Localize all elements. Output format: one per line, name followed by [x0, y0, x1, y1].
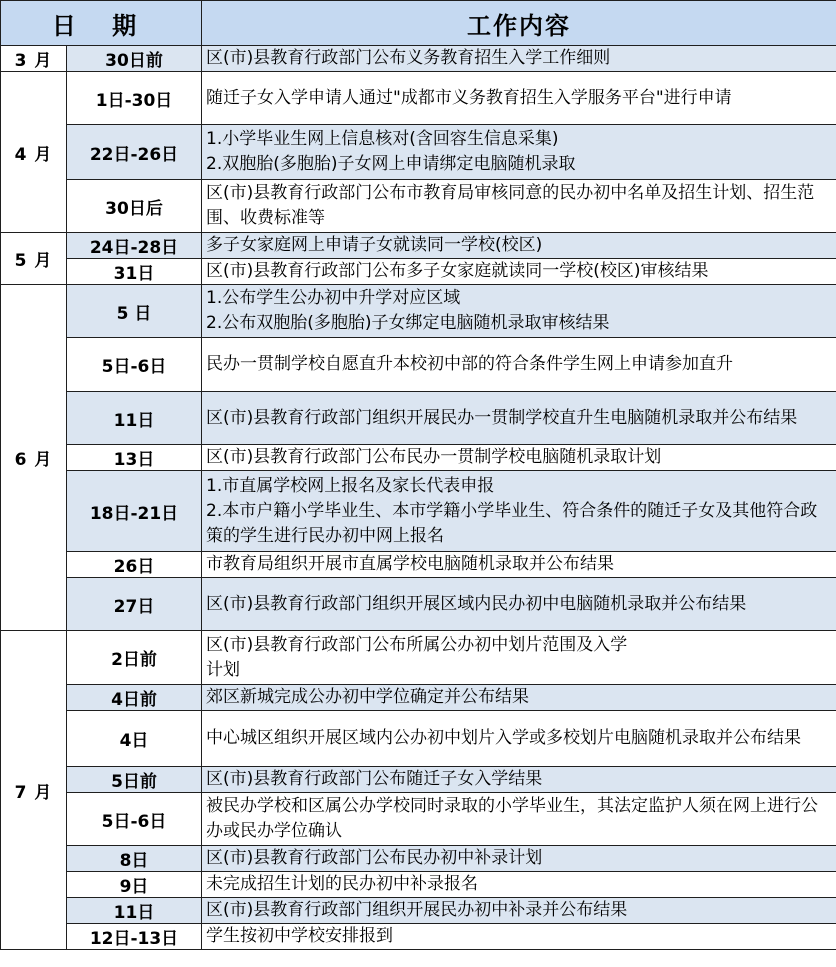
content-line: 1.小学毕业生网上信息核对(含回容生信息采集) — [206, 129, 559, 149]
day-cell: 11日 — [67, 898, 202, 924]
table-row — [1, 125, 836, 180]
content-line: 区(市)县教育行政部门公布所属公办初中划片范围及入学 — [206, 634, 628, 655]
content-cell — [202, 125, 836, 180]
table-row — [1, 685, 836, 711]
day-cell: 11日 — [67, 392, 202, 445]
content-column-header: 工作内容 — [202, 1, 836, 46]
date-column-header: 日 期 — [1, 1, 202, 46]
day-cell: 9日 — [67, 872, 202, 898]
day-cell: 12日-13日 — [67, 924, 202, 950]
content-cell: 区(市)县教育行政部门组织开展民办初中补录并公布结果 — [202, 898, 836, 924]
table-row — [1, 392, 836, 445]
table-row — [1, 233, 836, 259]
content-line: 2.公布双胞胎(多胞胎)子女绑定电脑随机录取审核结果 — [206, 313, 610, 333]
table-row — [1, 711, 836, 767]
content-cell: 区(市)县教育行政部门公布市教育局审核同意的民办初中名单及招生计划、招生范围、收费标准等 — [202, 180, 836, 233]
table-row — [1, 552, 836, 578]
month-label: 5 月 — [1, 233, 67, 285]
table-row — [1, 285, 836, 338]
day-cell: 4日前 — [67, 685, 202, 711]
content-line: 2.本市户籍小学毕业生、本市学籍小学毕业生、符合条件的随迁子女及其他符合政策的学生进行民办初中网上报名 — [206, 500, 818, 546]
content-cell: 多子女家庭网上申请子女就读同一学校(校区) — [202, 233, 836, 259]
day-cell: 27日 — [67, 578, 202, 631]
table-row — [1, 338, 836, 392]
table-row — [1, 72, 836, 125]
content-cell: 随迁子女入学申请人通过"成都市义务教育招生入学服务平台"进行申请 — [202, 72, 836, 125]
table-row — [1, 872, 836, 898]
day-cell: 30日后 — [67, 180, 202, 233]
day-cell: 22日-26日 — [67, 125, 202, 180]
content-cell: 学生按初中学校安排报到 — [202, 924, 836, 950]
content-line: 2.双胞胎(多胞胎)子女网上申请绑定电脑随机录取 — [206, 154, 576, 174]
content-cell: 区(市)县教育行政部门组织开展民办一贯制学校直升生电脑随机录取并公布结果 — [202, 392, 836, 445]
table-row — [1, 259, 836, 285]
content-cell: 区(市)县教育行政部门公布随迁子女入学结果 — [202, 767, 836, 793]
content-cell: 区(市)县教育行政部门公布义务教育招生入学工作细则 — [202, 46, 836, 72]
content-cell: 郊区新城完成公办初中学位确定并公布结果 — [202, 685, 836, 711]
content-line: 1.公布学生公办初中升学对应区域 — [206, 288, 461, 308]
day-cell: 5日前 — [67, 767, 202, 793]
day-cell: 18日-21日 — [67, 471, 202, 552]
table-row — [1, 471, 836, 552]
table-row — [1, 445, 836, 471]
table-row — [1, 578, 836, 631]
content-cell: 区(市)县教育行政部门公布多子女家庭就读同一学校(校区)审核结果 — [202, 259, 836, 285]
content-cell: 市教育局组织开展市直属学校电脑随机录取并公布结果 — [202, 552, 836, 578]
table-row — [1, 793, 836, 846]
content-cell — [202, 285, 836, 338]
month-label: 4 月 — [1, 72, 67, 233]
content-cell: 被民办学校和区属公办学校同时录取的小学毕业生，其法定监护人须在网上进行公办或民办学位确认 — [202, 793, 836, 846]
content-line: 1.市直属学校网上报名及家长代表申报 — [206, 475, 495, 496]
day-cell: 4日 — [67, 711, 202, 767]
day-cell: 5日-6日 — [67, 338, 202, 392]
content-cell — [202, 471, 836, 552]
table-row — [1, 631, 836, 685]
table-row — [1, 767, 836, 793]
day-cell: 8日 — [67, 846, 202, 872]
month-label: 6 月 — [1, 285, 67, 631]
table-header — [1, 1, 836, 46]
day-cell: 30日前 — [67, 46, 202, 72]
content-cell — [202, 631, 836, 685]
day-cell: 5日-6日 — [67, 793, 202, 846]
table-row — [1, 846, 836, 872]
content-cell: 中心城区组织开展区域内公办初中划片入学或多校划片电脑随机录取并公布结果 — [202, 711, 836, 767]
content-cell: 民办一贯制学校自愿直升本校初中部的符合条件学生网上申请参加直升 — [202, 338, 836, 392]
day-cell: 13日 — [67, 445, 202, 471]
day-cell: 5 日 — [67, 285, 202, 338]
content-cell: 区(市)县教育行政部门组织开展区域内民办初中电脑随机录取并公布结果 — [202, 578, 836, 631]
day-cell: 31日 — [67, 259, 202, 285]
day-cell: 1日-30日 — [67, 72, 202, 125]
month-label: 3 月 — [1, 46, 67, 72]
content-cell: 未完成招生计划的民办初中补录报名 — [202, 872, 836, 898]
day-cell: 26日 — [67, 552, 202, 578]
month-label: 7 月 — [1, 631, 67, 950]
table-row — [1, 898, 836, 924]
content-line: 计划 — [206, 659, 241, 680]
content-cell: 区(市)县教育行政部门公布民办一贯制学校电脑随机录取计划 — [202, 445, 836, 471]
table-row — [1, 924, 836, 950]
table-row — [1, 46, 836, 72]
table-row — [1, 180, 836, 233]
day-cell: 24日-28日 — [67, 233, 202, 259]
day-cell: 2日前 — [67, 631, 202, 685]
content-cell: 区(市)县教育行政部门公布民办初中补录计划 — [202, 846, 836, 872]
